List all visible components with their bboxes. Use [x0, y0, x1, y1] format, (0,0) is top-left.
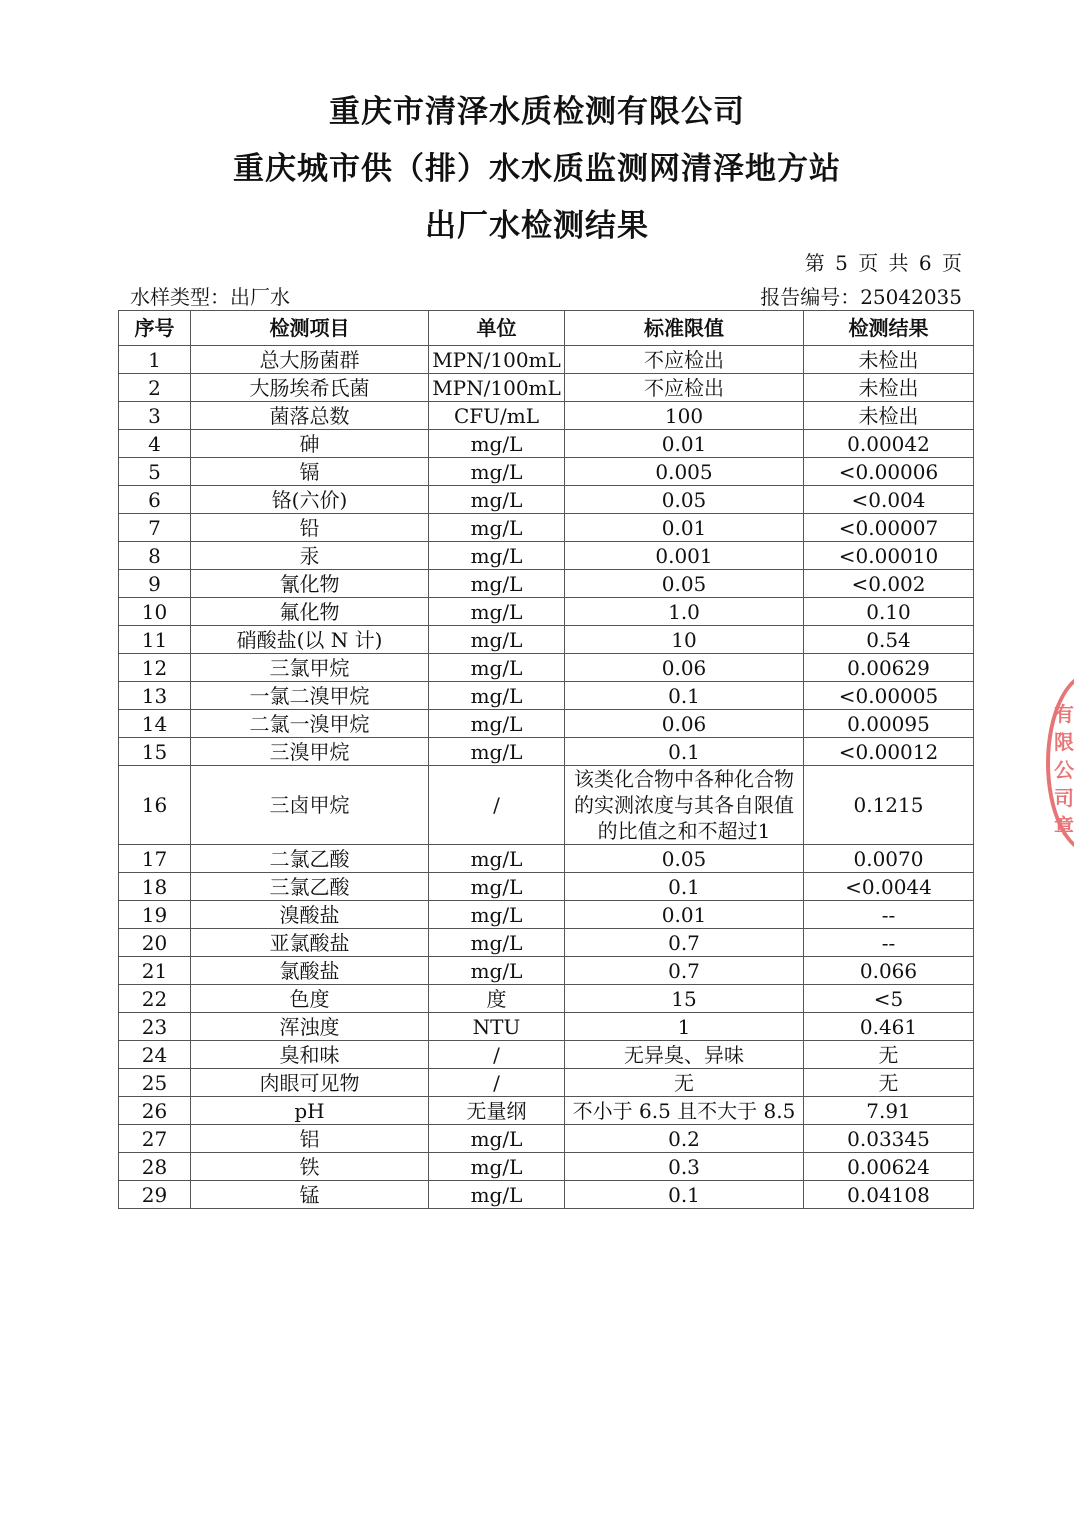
cell-no: 5: [119, 458, 191, 486]
cell-item: 二氯一溴甲烷: [191, 710, 429, 738]
cell-result: <5: [804, 985, 974, 1013]
cell-no: 18: [119, 873, 191, 901]
table-row: [119, 598, 974, 626]
cell-limit: 0.1: [565, 873, 804, 901]
cell-item: 硝酸盐(以 N 计): [191, 626, 429, 654]
cell-result: <0.004: [804, 486, 974, 514]
cell-result: --: [804, 901, 974, 929]
cell-limit: 10: [565, 626, 804, 654]
cell-item: 镉: [191, 458, 429, 486]
cell-no: 13: [119, 682, 191, 710]
cell-item: 亚氯酸盐: [191, 929, 429, 957]
header-item: 检测项目: [191, 311, 429, 346]
cell-result: 无: [804, 1041, 974, 1069]
cell-result: 无: [804, 1069, 974, 1097]
cell-item: 氯酸盐: [191, 957, 429, 985]
station-name: 重庆城市供（排）水水质监测网清泽地方站: [233, 151, 841, 187]
cell-no: 8: [119, 542, 191, 570]
table-row: [119, 458, 974, 486]
cell-limit: 0.7: [565, 929, 804, 957]
cell-item: 臭和味: [191, 1041, 429, 1069]
table-row: [119, 402, 974, 430]
cell-limit: 0.7: [565, 957, 804, 985]
cell-limit: 不应检出: [565, 374, 804, 402]
cell-item: 砷: [191, 430, 429, 458]
cell-result: <0.0044: [804, 873, 974, 901]
cell-no: 9: [119, 570, 191, 598]
cell-item: 浑浊度: [191, 1013, 429, 1041]
cell-no: 22: [119, 985, 191, 1013]
cell-limit: 1: [565, 1013, 804, 1041]
cell-limit: 0.01: [565, 514, 804, 542]
table-body: [119, 346, 974, 1209]
table-row: [119, 1013, 974, 1041]
cell-result: --: [804, 929, 974, 957]
company-name: 重庆市清泽水质检测有限公司: [329, 94, 745, 130]
cell-item: pH: [191, 1097, 429, 1125]
cell-no: 4: [119, 430, 191, 458]
table-row: [119, 957, 974, 985]
cell-limit: 0.06: [565, 710, 804, 738]
cell-limit: 0.01: [565, 430, 804, 458]
cell-no: 29: [119, 1181, 191, 1209]
cell-item: 色度: [191, 985, 429, 1013]
table-row: [119, 542, 974, 570]
cell-unit: 度: [429, 985, 565, 1013]
cell-no: 25: [119, 1069, 191, 1097]
table-row: [119, 654, 974, 682]
cell-result: 0.0070: [804, 845, 974, 873]
table-row: [119, 985, 974, 1013]
cell-unit: MPN/100mL: [429, 374, 565, 402]
cell-unit: mg/L: [429, 873, 565, 901]
cell-item: 氰化物: [191, 570, 429, 598]
cell-no: 16: [119, 766, 191, 845]
cell-item: 大肠埃希氏菌: [191, 374, 429, 402]
results-table: [118, 310, 974, 1209]
cell-no: 7: [119, 514, 191, 542]
table-row: [119, 1041, 974, 1069]
table-row: [119, 682, 974, 710]
cell-no: 14: [119, 710, 191, 738]
cell-unit: mg/L: [429, 957, 565, 985]
cell-result: <0.00005: [804, 682, 974, 710]
table-row: [119, 1181, 974, 1209]
cell-item: 总大肠菌群: [191, 346, 429, 374]
table-row: [119, 1125, 974, 1153]
cell-result: <0.00007: [804, 514, 974, 542]
cell-result: 0.066: [804, 957, 974, 985]
cell-unit: NTU: [429, 1013, 565, 1041]
cell-result: 0.461: [804, 1013, 974, 1041]
table-row: [119, 873, 974, 901]
table-row: [119, 738, 974, 766]
cell-result: 未检出: [804, 346, 974, 374]
cell-unit: mg/L: [429, 570, 565, 598]
cell-unit: mg/L: [429, 486, 565, 514]
cell-item: 三卤甲烷: [191, 766, 429, 845]
cell-no: 19: [119, 901, 191, 929]
cell-result: <0.00006: [804, 458, 974, 486]
seal-text: 有限公司章: [1054, 702, 1074, 838]
cell-no: 3: [119, 402, 191, 430]
sample-type: 水样类型：出厂水: [130, 285, 290, 309]
cell-limit: 无异臭、异味: [565, 1041, 804, 1069]
cell-no: 11: [119, 626, 191, 654]
cell-unit: mg/L: [429, 929, 565, 957]
table-row: [119, 929, 974, 957]
cell-item: 铝: [191, 1125, 429, 1153]
cell-result: 0.00624: [804, 1153, 974, 1181]
cell-result: 0.00095: [804, 710, 974, 738]
cell-result: 7.91: [804, 1097, 974, 1125]
cell-item: 铁: [191, 1153, 429, 1181]
cell-result: 未检出: [804, 402, 974, 430]
table-row: [119, 514, 974, 542]
cell-limit: 0.1: [565, 682, 804, 710]
header-result: 检测结果: [804, 311, 974, 346]
cell-unit: mg/L: [429, 654, 565, 682]
cell-result: 0.10: [804, 598, 974, 626]
cell-unit: mg/L: [429, 682, 565, 710]
cell-unit: /: [429, 1041, 565, 1069]
cell-result: 0.1215: [804, 766, 974, 845]
header-limit: 标准限值: [565, 311, 804, 346]
cell-no: 24: [119, 1041, 191, 1069]
cell-no: 10: [119, 598, 191, 626]
cell-item: 铅: [191, 514, 429, 542]
table-row: [119, 374, 974, 402]
cell-limit: 0.3: [565, 1153, 804, 1181]
cell-limit: 不应检出: [565, 346, 804, 374]
table-row: [119, 1069, 974, 1097]
company-seal: [1046, 672, 1074, 854]
table-row: [119, 486, 974, 514]
cell-unit: mg/L: [429, 738, 565, 766]
cell-no: 12: [119, 654, 191, 682]
table-row: [119, 346, 974, 374]
cell-result: 0.04108: [804, 1181, 974, 1209]
cell-limit: 该类化合物中各种化合物的实测浓度与其各自限值的比值之和不超过1: [565, 766, 804, 845]
cell-no: 26: [119, 1097, 191, 1125]
cell-unit: mg/L: [429, 598, 565, 626]
cell-result: 0.00629: [804, 654, 974, 682]
cell-item: 溴酸盐: [191, 901, 429, 929]
cell-unit: 无量纲: [429, 1097, 565, 1125]
cell-limit: 0.1: [565, 1181, 804, 1209]
cell-item: 二氯乙酸: [191, 845, 429, 873]
cell-unit: mg/L: [429, 1153, 565, 1181]
cell-unit: mg/L: [429, 542, 565, 570]
cell-item: 一氯二溴甲烷: [191, 682, 429, 710]
cell-unit: mg/L: [429, 901, 565, 929]
table-header-row: [119, 311, 974, 346]
report-number: 报告编号：25042035: [760, 285, 962, 309]
cell-item: 铬(六价): [191, 486, 429, 514]
table-row: [119, 1097, 974, 1125]
cell-result: <0.00012: [804, 738, 974, 766]
cell-result: <0.002: [804, 570, 974, 598]
table-row: [119, 901, 974, 929]
cell-no: 1: [119, 346, 191, 374]
cell-limit: 15: [565, 985, 804, 1013]
table-row: [119, 570, 974, 598]
cell-unit: /: [429, 1069, 565, 1097]
cell-limit: 0.05: [565, 486, 804, 514]
cell-result: 0.00042: [804, 430, 974, 458]
cell-limit: 无: [565, 1069, 804, 1097]
cell-unit: mg/L: [429, 626, 565, 654]
cell-no: 17: [119, 845, 191, 873]
cell-no: 21: [119, 957, 191, 985]
table-row: [119, 1153, 974, 1181]
cell-unit: mg/L: [429, 430, 565, 458]
cell-result: <0.00010: [804, 542, 974, 570]
cell-limit: 0.05: [565, 570, 804, 598]
cell-unit: mg/L: [429, 845, 565, 873]
cell-no: 28: [119, 1153, 191, 1181]
cell-result: 0.54: [804, 626, 974, 654]
page-number: 第 5 页 共 6 页: [804, 251, 962, 275]
cell-item: 汞: [191, 542, 429, 570]
cell-no: 27: [119, 1125, 191, 1153]
cell-limit: 0.1: [565, 738, 804, 766]
header-no: 序号: [119, 311, 191, 346]
cell-no: 2: [119, 374, 191, 402]
cell-unit: mg/L: [429, 458, 565, 486]
cell-item: 氟化物: [191, 598, 429, 626]
table-row: [119, 845, 974, 873]
cell-unit: mg/L: [429, 710, 565, 738]
table-row: [119, 710, 974, 738]
cell-limit: 0.06: [565, 654, 804, 682]
cell-unit: mg/L: [429, 1125, 565, 1153]
cell-item: 锰: [191, 1181, 429, 1209]
table-row: [119, 626, 974, 654]
cell-unit: CFU/mL: [429, 402, 565, 430]
cell-no: 23: [119, 1013, 191, 1041]
cell-item: 三溴甲烷: [191, 738, 429, 766]
cell-unit: mg/L: [429, 1181, 565, 1209]
cell-item: 三氯甲烷: [191, 654, 429, 682]
cell-limit: 0.2: [565, 1125, 804, 1153]
cell-result: 0.03345: [804, 1125, 974, 1153]
table-row: [119, 766, 974, 845]
cell-limit: 0.05: [565, 845, 804, 873]
header-unit: 单位: [429, 311, 565, 346]
cell-unit: /: [429, 766, 565, 845]
cell-no: 20: [119, 929, 191, 957]
cell-limit: 1.0: [565, 598, 804, 626]
cell-item: 肉眼可见物: [191, 1069, 429, 1097]
cell-limit: 0.001: [565, 542, 804, 570]
cell-item: 菌落总数: [191, 402, 429, 430]
cell-result: 未检出: [804, 374, 974, 402]
cell-unit: mg/L: [429, 514, 565, 542]
cell-limit: 100: [565, 402, 804, 430]
cell-no: 15: [119, 738, 191, 766]
table-row: [119, 430, 974, 458]
cell-unit: MPN/100mL: [429, 346, 565, 374]
report-title: 出厂水检测结果: [425, 208, 649, 244]
cell-no: 6: [119, 486, 191, 514]
cell-item: 三氯乙酸: [191, 873, 429, 901]
cell-limit: 0.01: [565, 901, 804, 929]
cell-limit: 0.005: [565, 458, 804, 486]
cell-limit: 不小于 6.5 且不大于 8.5: [565, 1097, 804, 1125]
